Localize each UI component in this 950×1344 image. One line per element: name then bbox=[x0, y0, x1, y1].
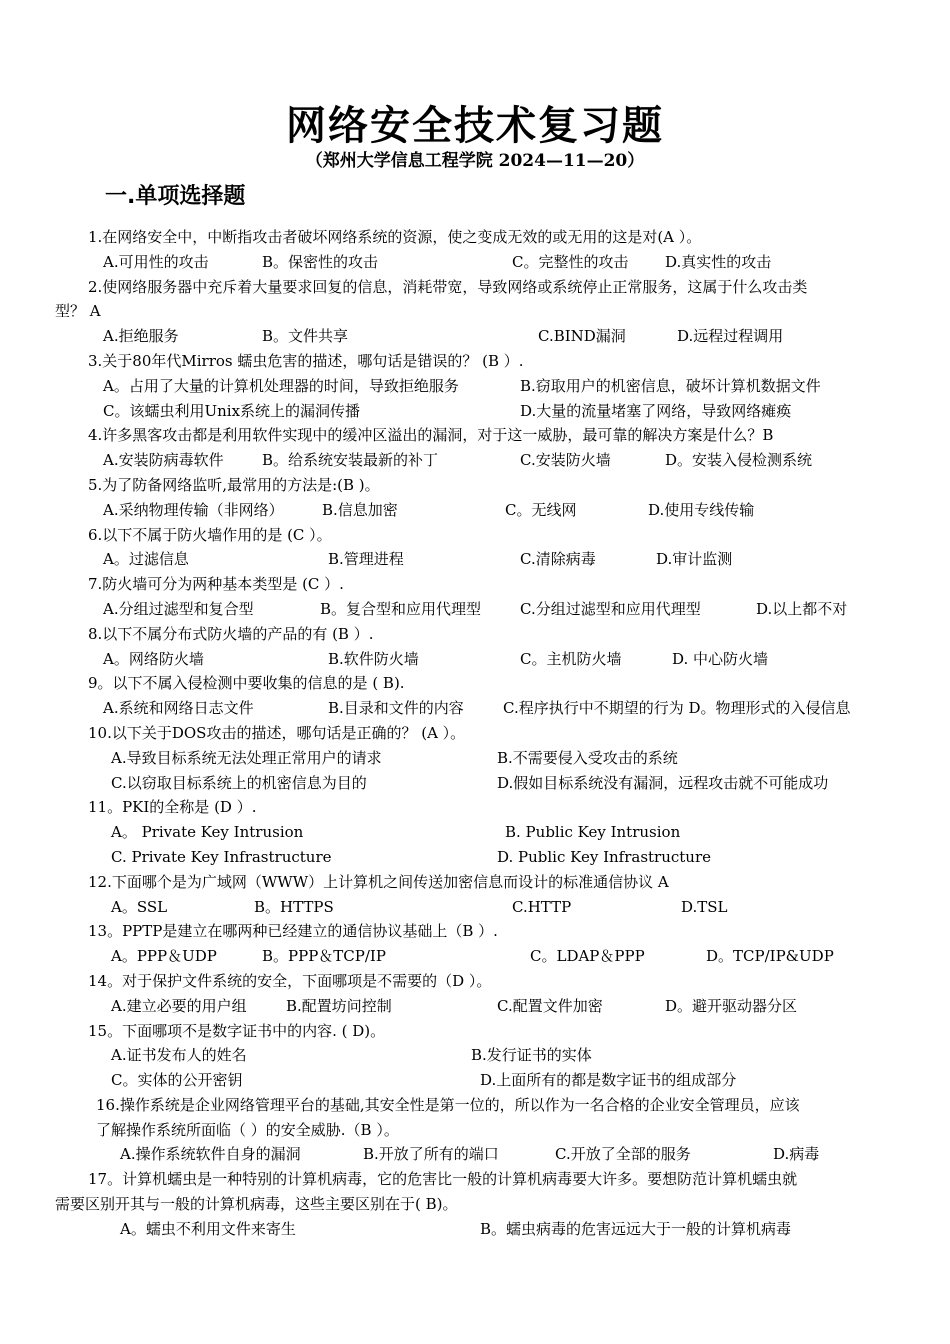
answer-option: C. Private Key Infrastructure bbox=[111, 847, 332, 866]
question-line: 6.以下不属于防火墙作用的是 (C ）。 bbox=[88, 525, 332, 544]
document-subtitle: （郑州大学信息工程学院 2024—11—20） bbox=[305, 151, 645, 171]
question-list bbox=[0, 225, 950, 1242]
answer-option: C.开放了全部的服务 bbox=[555, 1145, 691, 1164]
options-line bbox=[0, 399, 950, 424]
options-line bbox=[0, 895, 950, 920]
options-line bbox=[0, 374, 950, 399]
answer-option: A.操作系统软件自身的漏洞 bbox=[120, 1145, 301, 1164]
options-line bbox=[0, 1043, 950, 1068]
answer-option: A.证书发布人的姓名 bbox=[111, 1046, 247, 1065]
question-line: 17。计算机蠕虫是一种特别的计算机病毒，它的危害比一般的计算机病毒要大许多。要想防范计算机蠕虫就 bbox=[88, 1170, 798, 1189]
options-line bbox=[0, 1142, 950, 1167]
question-line: 12.下面哪个是为广域网（WWW）上计算机之间传送加密信息而设计的标准通信协议 A bbox=[88, 872, 669, 891]
answer-option: C.分组过滤型和应用代理型 bbox=[520, 599, 701, 618]
question-line: 11。PKI的全称是 (D ）. bbox=[88, 798, 257, 817]
answer-option: C.BIND漏洞 bbox=[538, 327, 626, 346]
options-line bbox=[0, 547, 950, 572]
answer-option: D.使用专线传输 bbox=[648, 500, 755, 519]
answer-option: A.拒绝服务 bbox=[103, 327, 179, 346]
answer-option: C.配置文件加密 bbox=[497, 996, 603, 1015]
answer-option: D.假如目标系统没有漏洞，远程攻击就不可能成功 bbox=[497, 773, 829, 792]
answer-option: D. Public Key Infrastructure bbox=[497, 847, 712, 866]
document-title: 网络安全技术复习题 bbox=[286, 103, 664, 149]
options-line bbox=[0, 1068, 950, 1093]
answer-option: A。网络防火墙 bbox=[103, 649, 204, 668]
options-line bbox=[0, 1217, 950, 1242]
answer-option: B.软件防火墙 bbox=[328, 649, 419, 668]
answer-option: D.TSL bbox=[681, 897, 728, 916]
question-line: 16.操作系统是企业网络管理平台的基础,其安全性是第一位的，所以作为一名合格的企业安全管理员，应该 bbox=[96, 1095, 800, 1114]
question-line: 4.许多黑客攻击都是利用软件实现中的缓冲区溢出的漏洞，对于这一威胁，最可靠的解决方案是什么？B bbox=[88, 426, 774, 445]
options-line bbox=[0, 250, 950, 275]
answer-option: D.审计监测 bbox=[656, 550, 733, 569]
question-line: 1.在网络安全中，中断指攻击者破坏网络系统的资源，使之变成无效的或无用的这是对(A ）。 bbox=[88, 228, 702, 246]
question-line: 15。下面哪项不是数字证书中的内容. ( D)。 bbox=[88, 1021, 386, 1040]
answer-option: D.病毒 bbox=[773, 1145, 820, 1164]
answer-option: A。PPP＆UDP bbox=[111, 947, 217, 966]
answer-option: B。给系统安装最新的补丁 bbox=[262, 451, 439, 470]
question-line: 了解操作系统所面临（ ）的安全威胁.（B ）。 bbox=[96, 1120, 399, 1139]
section-heading: 一.单项选择题 bbox=[105, 184, 246, 209]
question-line: 8.以下不属分布式防火墙的产品的有 (B ）. bbox=[88, 624, 374, 643]
answer-option: D。避开驱动器分区 bbox=[665, 996, 798, 1015]
answer-option: B.目录和文件的内容 bbox=[328, 699, 464, 718]
options-line bbox=[0, 845, 950, 870]
options-line bbox=[0, 820, 950, 845]
question-line: 10.以下关于DOS攻击的描述，哪句话是正确的？ (A ）。 bbox=[88, 723, 466, 742]
question-line: 13。PPTP是建立在哪两种已经建立的通信协议基础上（B ）. bbox=[88, 922, 498, 941]
answer-option: A.采纳物理传输（非网络） bbox=[103, 500, 284, 519]
answer-option: A.导致目标系统无法处理正常用户的请求 bbox=[111, 748, 382, 767]
options-line bbox=[0, 597, 950, 622]
options-line bbox=[0, 647, 950, 672]
options-line bbox=[0, 994, 950, 1019]
answer-option: C.HTTP bbox=[512, 897, 572, 916]
question-line: 需要区别开其与一般的计算机病毒，这些主要区别在于( B)。 bbox=[55, 1195, 458, 1214]
answer-option: A.分组过滤型和复合型 bbox=[103, 599, 254, 618]
answer-option: C.安装防火墙 bbox=[520, 451, 611, 470]
answer-option: A。蠕虫不利用文件来寄生 bbox=[120, 1219, 296, 1238]
answer-option: D.远程过程调用 bbox=[677, 327, 784, 346]
answer-option: B.配置坊问控制 bbox=[286, 996, 392, 1015]
answer-option: A。占用了大量的计算机处理器的时间，导致拒绝服务 bbox=[103, 376, 459, 395]
options-line bbox=[0, 498, 950, 523]
answer-option: C.以窃取目标系统上的机密信息为目的 bbox=[111, 773, 367, 792]
answer-option: A.系统和网络日志文件 bbox=[103, 699, 254, 718]
answer-option: C。主机防火墙 bbox=[520, 649, 622, 668]
question-line: 9。以下不属入侵检测中要收集的信息的是 ( B). bbox=[88, 674, 405, 693]
answer-option: C.清除病毒 bbox=[520, 550, 596, 569]
answer-option: A。 Private Key Intrusion bbox=[111, 823, 304, 842]
question-line: 14。对于保护文件系统的安全，下面哪项是不需要的（D ）。 bbox=[88, 971, 492, 990]
answer-option: B.信息加密 bbox=[322, 500, 398, 519]
question-line: 7.防火墙可分为两种基本类型是 (C ）. bbox=[88, 575, 344, 594]
answer-option: B.窃取用户的机密信息，破坏计算机数据文件 bbox=[520, 376, 821, 395]
answer-option: D.大量的流量堵塞了网络，导致网络瘫痪 bbox=[520, 401, 792, 420]
answer-option: D。TCP/IP&UDP bbox=[706, 947, 834, 966]
answer-option: B。保密性的攻击 bbox=[262, 252, 379, 271]
answer-option: D.真实性的攻击 bbox=[665, 252, 772, 271]
answer-option: A。过滤信息 bbox=[103, 550, 189, 569]
options-line bbox=[0, 746, 950, 771]
answer-option: A.可用性的攻击 bbox=[103, 252, 209, 271]
answer-option: C。该蠕虫利用Unix系统上的漏洞传播 bbox=[103, 401, 361, 420]
question-line: 2.使网络服务器中充斥着大量要求回复的信息，消耗带宽，导致网络或系统停止正常服务，这属于什么攻击类 bbox=[88, 277, 808, 296]
options-line bbox=[0, 448, 950, 473]
options-line bbox=[0, 324, 950, 349]
answer-option: A。SSL bbox=[111, 897, 168, 916]
options-line bbox=[0, 944, 950, 969]
answer-option: B.不需要侵入受攻击的系统 bbox=[497, 748, 678, 767]
answer-option: C。LDAP＆PPP bbox=[530, 947, 645, 966]
question-line: 型？ A bbox=[55, 302, 101, 321]
answer-option: D.以上都不对 bbox=[756, 599, 848, 618]
options-line bbox=[0, 771, 950, 796]
answer-option: D.上面所有的都是数字证书的组成部分 bbox=[480, 1071, 737, 1090]
answer-option: C。无线网 bbox=[505, 500, 577, 519]
answer-option: D. 中心防火墙 bbox=[672, 649, 769, 668]
answer-option: B。文件共享 bbox=[262, 327, 349, 346]
answer-option: B。HTTPS bbox=[254, 897, 334, 916]
options-line bbox=[0, 696, 950, 721]
answer-option: B。复合型和应用代理型 bbox=[320, 599, 482, 618]
answer-option: B. Public Key Intrusion bbox=[505, 823, 681, 842]
answer-option: B.开放了所有的端口 bbox=[363, 1145, 499, 1164]
answer-option: D。安装入侵检测系统 bbox=[665, 451, 813, 470]
answer-option: A.安装防病毒软件 bbox=[103, 451, 224, 470]
answer-option: B.管理进程 bbox=[328, 550, 404, 569]
answer-option: C。完整性的攻击 bbox=[512, 252, 629, 271]
answer-option: C.程序执行中不期望的行为 D。物理形式的入侵信息 bbox=[503, 699, 851, 718]
answer-option: B。蠕虫病毒的危害远远大于一般的计算机病毒 bbox=[480, 1219, 792, 1238]
question-line: 3.关于80年代Mirros 蠕虫危害的描述，哪句话是错误的？ (B ）. bbox=[88, 351, 524, 370]
question-line: 5.为了防备网络监听,最常用的方法是:(B )。 bbox=[88, 475, 380, 494]
answer-option: B。PPP＆TCP/IP bbox=[262, 947, 386, 966]
answer-option: B.发行证书的实体 bbox=[471, 1046, 592, 1065]
answer-option: A.建立必要的用户组 bbox=[111, 996, 247, 1015]
answer-option: C。实体的公开密钥 bbox=[111, 1071, 243, 1090]
